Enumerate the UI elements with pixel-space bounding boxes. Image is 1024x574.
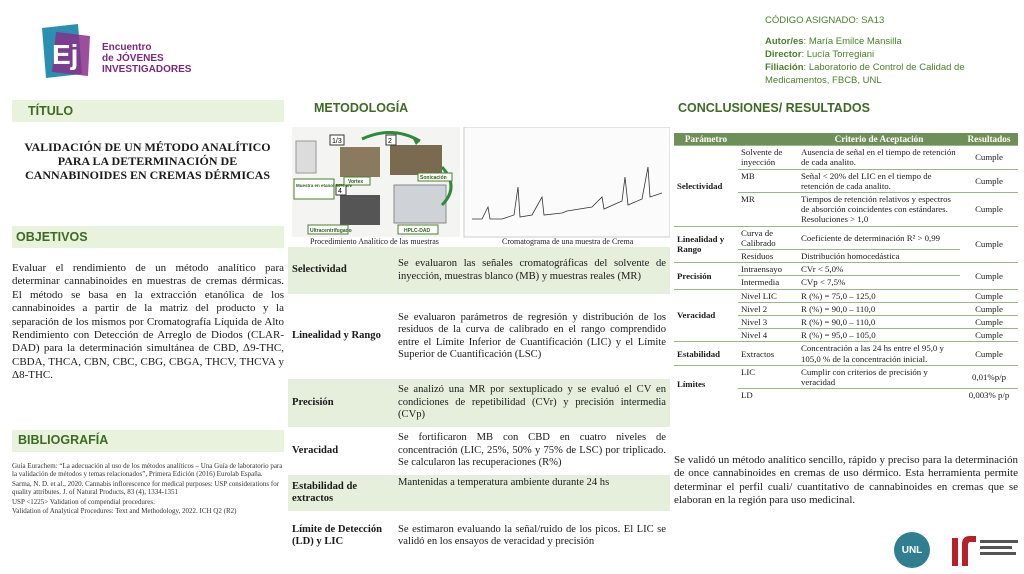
table-row: Intermedia CVp < 7,5% xyxy=(674,276,1018,289)
bib-entry: USP <1225> Validation of compendial procedures. xyxy=(12,497,155,506)
bib-entry: Sarma, N. D. et al., 2020. Cannabis inflorescence for medical purposes: USP considerations for quality attributes. J. of Natural Products, 83 (4), 1334-1351 xyxy=(12,479,280,497)
section-bibliografia: BIBLIOGRAFÍA xyxy=(18,433,109,447)
table-row: LD 0,003% p/p xyxy=(674,389,1018,402)
svg-text:2: 2 xyxy=(388,138,392,145)
table-row: MB Señal < 20% del LIC en el tiempo de retención de cada analito. Cumple xyxy=(674,169,1018,192)
svg-text:Muestra en etanol 96% v/v: Muestra en etanol 96% v/v xyxy=(296,183,353,188)
svg-text:HPLC-DAD: HPLC-DAD xyxy=(404,228,431,234)
section-conclusiones: CONCLUSIONES/ RESULTADOS xyxy=(678,101,870,115)
results-table: Parámetro Criterio de Aceptación Resultados Selectividad Solvente de inyección Ausencia de señal en el tiempo de retención de cada analito. Cumple MB Señal < 20% del LIC en el tiempo de retención de cada analito. Cumple MR Tiempos de retención relativos y espectros de absorción coincidentes con estándares. Resoluciones > 1,0 Cumple Linealidad y Rango Curva de Calibrado Coeficiente de determinación R² > 0,99 Cumple Residuos Distribución homocedástica Precisión Intraensayo CVr < 5,0% Cumple Intermedia CVp < 7,5% Veracidad Nivel LIC R (%) = 75,0 – 125,0 Cumple Nivel 2 R (%) = 90,0 – 110,0 Cumple Nivel 3 R (%) = 90,0 – 110,0 Cumple Nivel 4 R (%) = 95,0 – 105,0 Cumple Estabilidad Extractos Concentración a las 24 hs entre el 95,0 y 105,0 % de la concentración inicial. Cumple Límites LIC Cumplir con criterios de precisión y veracidad 0,01%p/p LD 0,003% p/p xyxy=(674,133,1018,401)
fbcb-logo-icon xyxy=(950,530,1020,570)
section-metodologia: METODOLOGÍA xyxy=(314,101,409,115)
table-row: Selectividad Solvente de inyección Ausencia de señal en el tiempo de retención de cada analito. Cumple xyxy=(674,146,1018,169)
assigned-code: CÓDIGO ASIGNADO: SA13 xyxy=(765,15,885,26)
table-row: Estabilidad Extractos Concentración a las 24 hs entre el 95,0 y 105,0 % de la concentración inicial. Cumple xyxy=(674,342,1018,365)
methodology-figures xyxy=(292,127,670,247)
affiliation-line: Filiación: Laboratorio de Control de Calidad de Medicamentos, FBCB, UNL xyxy=(765,62,965,86)
section-titulo: TÍTULO xyxy=(28,104,74,118)
unl-logo: UNL xyxy=(894,532,930,568)
table-row: Veracidad Se fortificaron MB con CBD en cuatro niveles de concentración (LIC, 25%, 50% y 75% de LSC) por triplicado. Se calcularon las recuperaciones (R%) xyxy=(288,427,670,475)
objectives-text: Evaluar el rendimiento de un método analítico para determinar cannabinoides en muestras de cremas dérmicas. El método se basa en la extracción etanólica de los cannabinoides a partir de la matriz del producto y la separación de los mismos por Cromatografía Líquida de Alto Rendimiento con Detección de Arreglo de Diodos (CLAR-DAD) para la determinación simultánea de CBD, Δ9-THC, CBDA, THCA, CBN, CBC, CBG, CBGA, THCV, THCVA y Δ8-THC. xyxy=(12,262,284,382)
svg-text:Vortex: Vortex xyxy=(348,179,364,185)
caption-chromatogram: Cromatograma de una muestra de Crema xyxy=(502,237,634,246)
event-logo xyxy=(38,22,198,82)
svg-text:1/3: 1/3 xyxy=(332,138,342,145)
bib-entry: Validation of Analytical Procedures: Text and Methodology, 2022. ICH Q2 (R2) xyxy=(12,507,237,516)
table-row: Residuos Distribución homocedástica xyxy=(674,250,1018,263)
bib-entry: Guía Eurachem: “La adecuación al uso de los métodos analíticos – Una Guía de laboratorio para la validación de métodos y temas relacionados”, Primera Edición (2016) Eurolab España. xyxy=(12,462,283,479)
table-row: Precisión Intraensayo CVr < 5,0% Cumple xyxy=(674,263,1018,276)
table-row: Estabilidad de extractos Mantenidas a temperatura ambiente durante 24 hs xyxy=(288,475,670,511)
poster-title: VALIDACIÓN DE UN MÉTODO ANALÍTICO PARA LA DETERMINACIÓN DE CANNABINOIDES EN CREMAS DÉRMICAS xyxy=(24,140,271,182)
table-row: Veracidad Nivel LIC R (%) = 75,0 – 125,0 Cumple xyxy=(674,289,1018,302)
methodology-table xyxy=(288,247,670,561)
table-row: Límites LIC Cumplir con criterios de precisión y veracidad 0,01%p/p xyxy=(674,365,1018,388)
svg-text:4: 4 xyxy=(338,188,342,195)
procedure-and-chromatogram-figure xyxy=(292,127,670,247)
ej-logo-icon xyxy=(38,22,96,80)
director-line: Director: Lucía Torregiani xyxy=(765,49,875,60)
table-row: Nivel 3 R (%) = 90,0 – 110,0 Cumple xyxy=(674,316,1018,329)
table-row: Precisión Se analizó una MR por sextuplicado y se evaluó el CV en condiciones de repetibilidad (CVr) y precisión intermedia (CVp) xyxy=(288,379,670,427)
authors-line: Autor/es: María Emilce Mansilla xyxy=(765,36,902,47)
author-info xyxy=(765,14,1015,87)
table-row: Límite de Detección (LD) y LIC Se estimaron evaluando la señal/ruido de los picos. El LIC se validó en los ensayos de veracidad y precisión xyxy=(288,511,670,561)
svg-text:Ultracentrifugado: Ultracentrifugado xyxy=(310,228,352,234)
bibliography-list xyxy=(12,462,284,516)
logo-wordmark: Encuentro de JÓVENES INVESTIGADORES xyxy=(102,42,192,75)
conclusion-text: Se validó un método analítico sencillo, rápido y preciso para la determinación de once cannabinoides en cremas de uso dérmico. Esta herramienta permite determinar el perfil cuali/ cuantitativo de cannabinoides en cremas que se elaboran en la región para uso medicinal. xyxy=(674,454,1018,507)
table-row: MR Tiempos de retención relativos y espectros de absorción coincidentes con estándares. Resoluciones > 1,0 Cumple xyxy=(674,193,1018,227)
section-objetivos: OBJETIVOS xyxy=(16,230,88,244)
table-row: Nivel 4 R (%) = 95,0 – 105,0 Cumple xyxy=(674,329,1018,342)
table-row: Nivel 2 R (%) = 90,0 – 110,0 Cumple xyxy=(674,302,1018,315)
table-row: Linealidad y Rango Curva de Calibrado Coeficiente de determinación R² > 0,99 Cumple xyxy=(674,226,1018,249)
svg-text:Sonicación: Sonicación xyxy=(420,175,447,181)
table-row: Selectividad Se evaluaron las señales cromatográficas del solvente de inyección, muestras blanco (MB) y muestras reales (MR) xyxy=(288,247,670,294)
table-row: Linealidad y Rango Se evaluaron parámetros de regresión y distribución de los residuos de la curva de calibrado en el rango comprendido entre el Límite Inferior de Cuantificación (LIC) y el Límite Superior de Cuantificación (LSC) xyxy=(288,294,670,379)
svg-text:Ej: Ej xyxy=(52,39,79,70)
caption-procedure: Procedimiento Analítico de las muestras xyxy=(310,237,439,246)
